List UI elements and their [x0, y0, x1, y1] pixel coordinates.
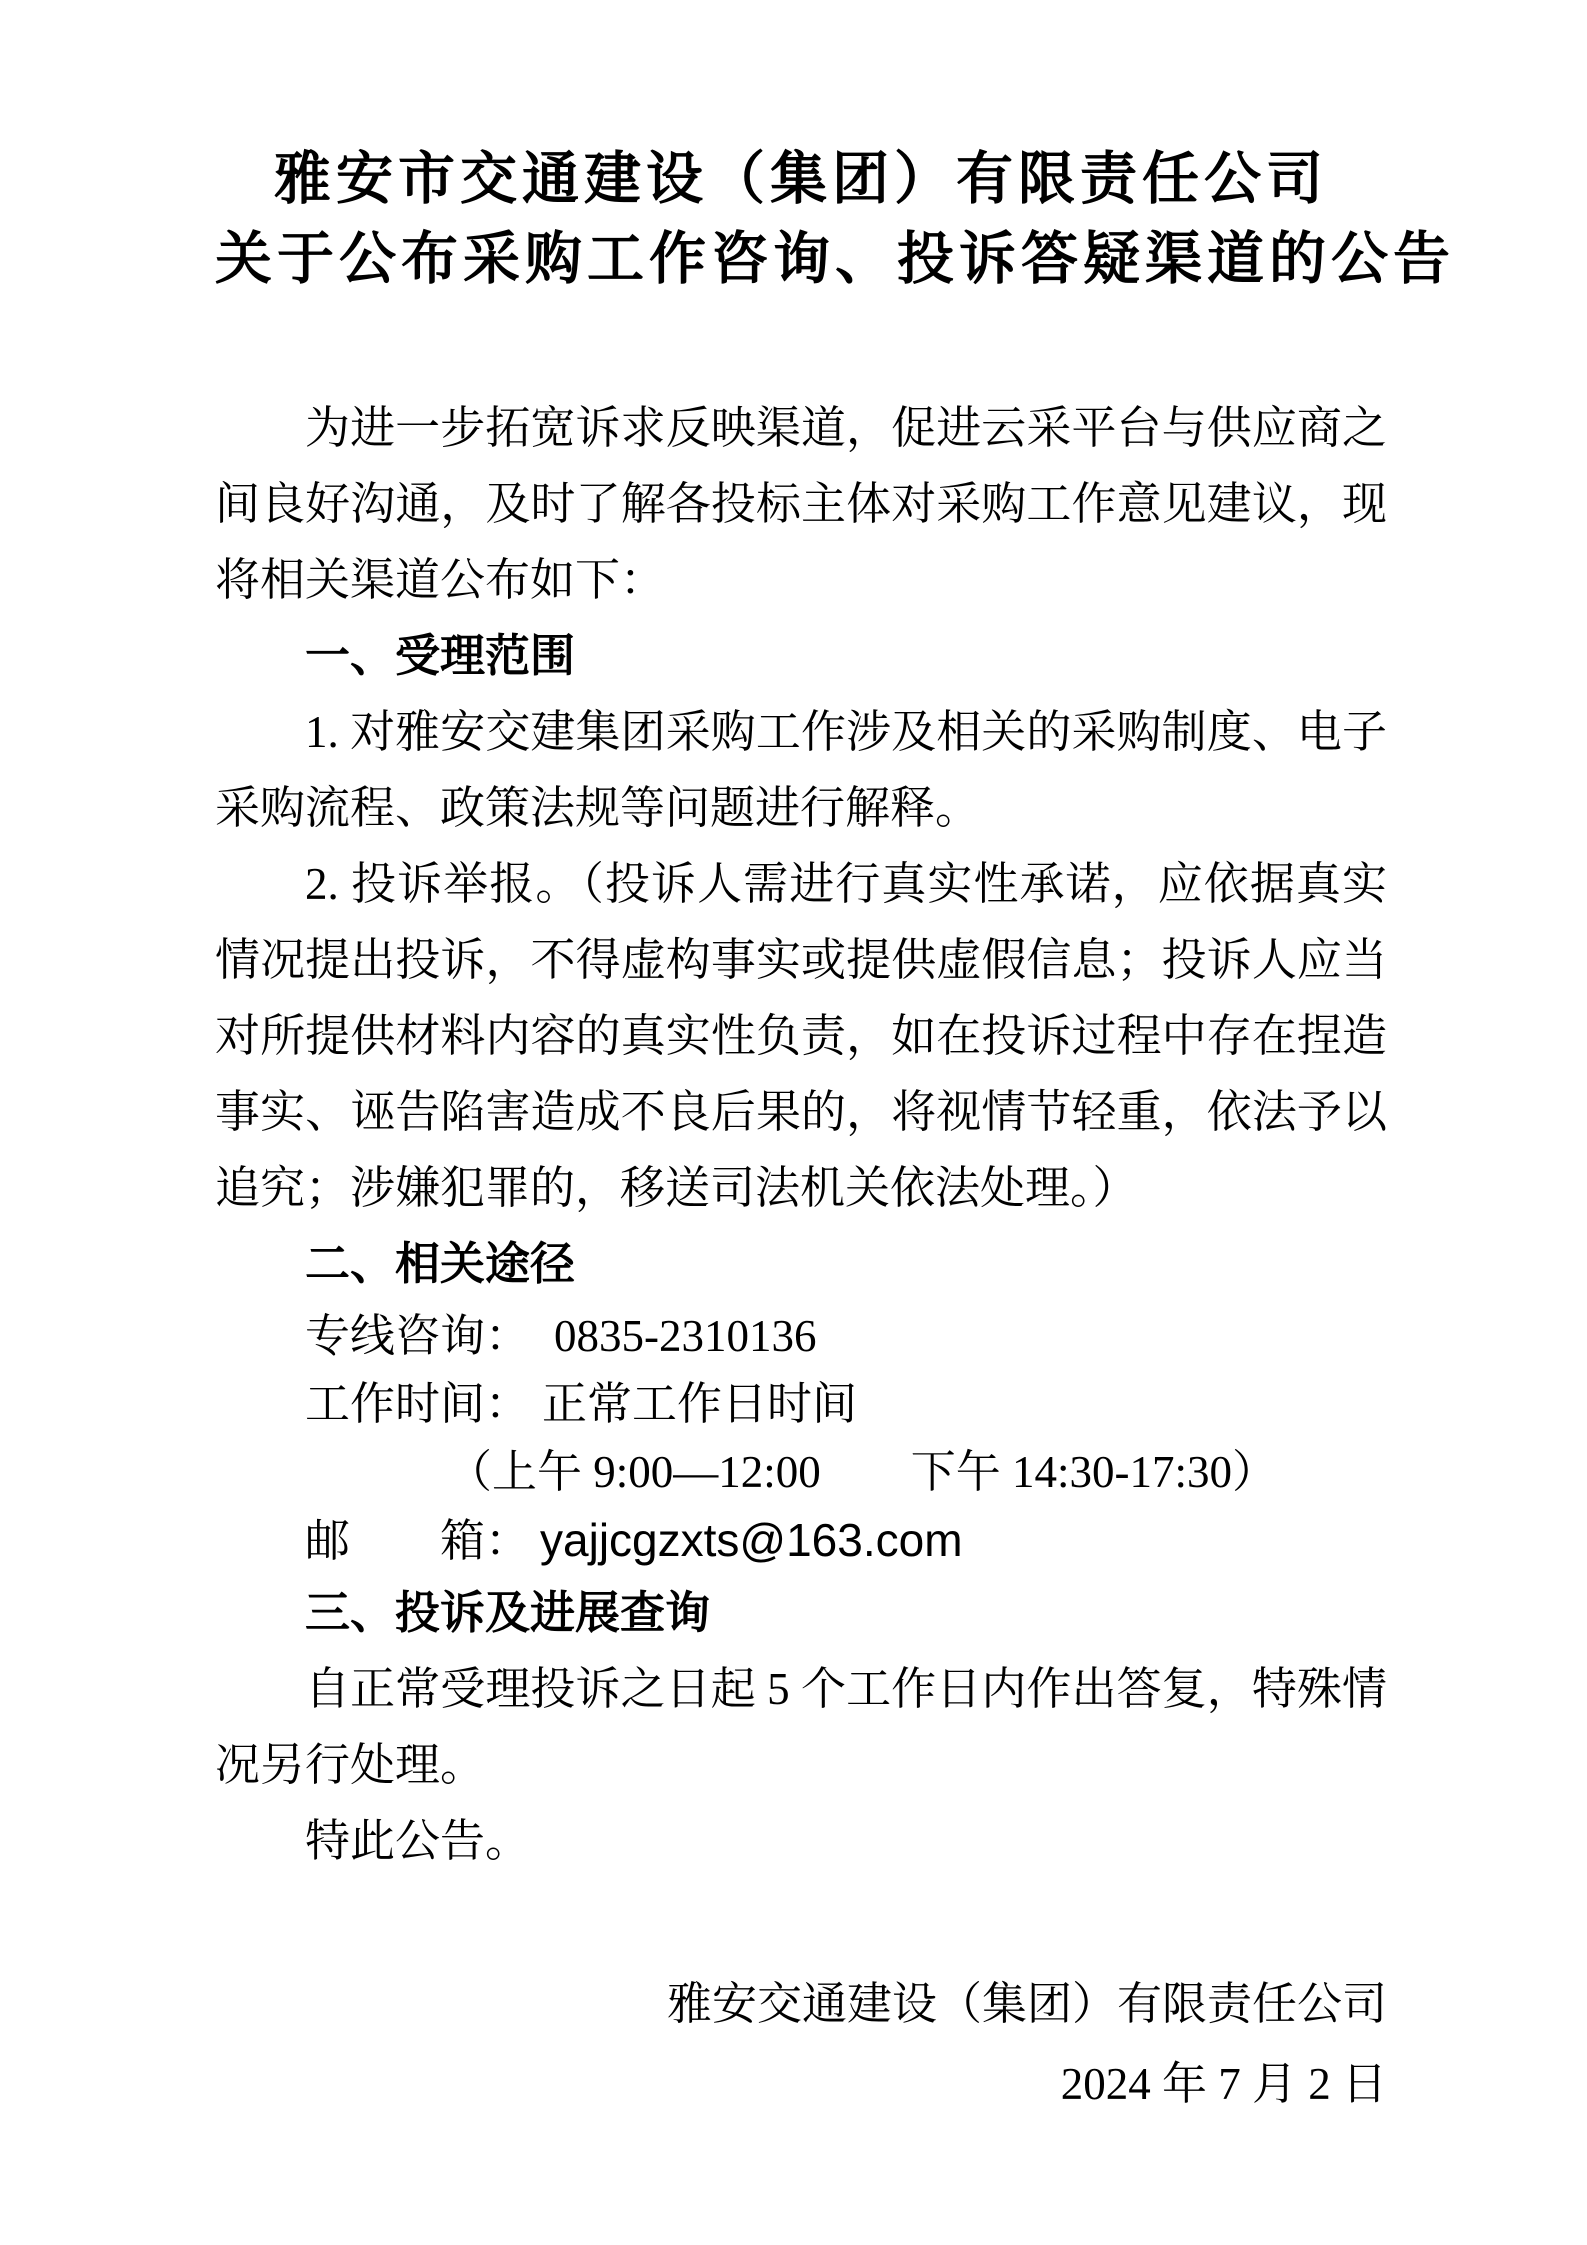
- section-1-item-2: 2. 投诉举报。（投诉人需进行真实性承诺，应依据真实情况提出投诉，不得虚构事实或提供虚假信息；投诉人应当对所提供材料内容的真实性负责，如在投诉过程中存在捏造事实、诬告陷害造成不良后果的，将视情节轻重，依法予以追究；涉嫌犯罪的，移送司法机关依法处理。）: [215, 859, 1387, 1213]
- working-hours-row: [215, 1370, 1387, 1438]
- section-3-paragraph: 自正常受理投诉之日起 5 个工作日内作出答复，特殊情况另行处理。: [215, 1664, 1387, 1790]
- signature-date: 2024 年 7 月 2 日: [1060, 2059, 1387, 2109]
- working-hours-detail: （上午 9:00—12:00 下午 14:30-17:30）: [447, 1447, 1277, 1497]
- title-line-2: 关于公布采购工作咨询、投诉答疑渠道的公告: [215, 228, 1455, 291]
- section-3-heading: 三、投诉及进展查询: [305, 1587, 711, 1638]
- closing-line: 特此公告。: [305, 1816, 531, 1866]
- document-title: [215, 140, 1455, 300]
- signature-block: [215, 1964, 1387, 2124]
- section-1-item-1: 1. 对雅安交建集团采购工作涉及相关的采购制度、电子采购流程、政策法规等问题进行解释。: [215, 707, 1387, 833]
- working-hours-label: 工作时间：: [305, 1379, 531, 1429]
- section-2-heading: 二、相关途径: [305, 1238, 576, 1289]
- working-hours-value: 正常工作日时间: [542, 1379, 858, 1429]
- document-body: [215, 390, 1387, 2124]
- hotline-label: 专线咨询：: [305, 1311, 531, 1361]
- hotline-number: 0835-2310136: [554, 1311, 817, 1361]
- intro-paragraph: 为进一步拓宽诉求反映渠道，促进云采平台与供应商之间良好沟通，及时了解各投标主体对采购工作意见建议，现将相关渠道公布如下：: [215, 403, 1387, 605]
- section-1-heading: 一、受理范围: [305, 630, 576, 681]
- signature-company: 雅安交通建设（集团）有限责任公司: [666, 1979, 1387, 2029]
- email-value: yajjcgzxts@163.com: [540, 1514, 963, 1566]
- title-line-1: 雅安市交通建设（集团）有限责任公司: [274, 148, 1328, 211]
- hotline-row: [215, 1302, 1387, 1370]
- email-label: 邮 箱：: [305, 1516, 531, 1566]
- email-row: [215, 1506, 1387, 1575]
